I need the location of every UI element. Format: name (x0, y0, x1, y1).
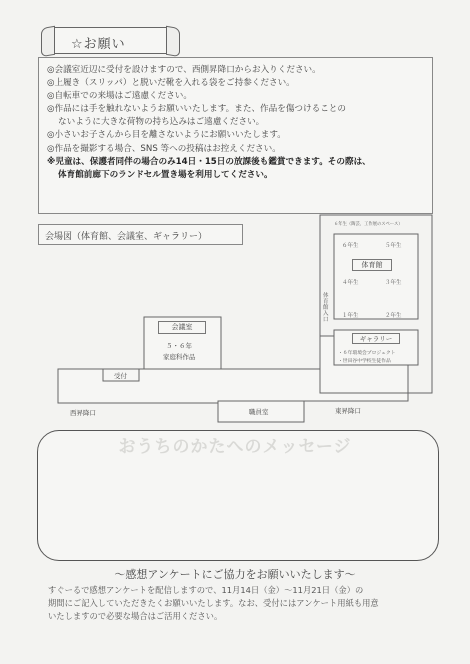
gym-grade-3: ３年生 (385, 280, 402, 286)
gym-top-note: ６年生（陶芸、工作展のスペース） (334, 222, 403, 227)
note-line: ◎会議室近辺に受付を設けますので、西側昇降口からお入りください。 (47, 65, 321, 75)
survey-body (48, 584, 440, 623)
gym-grade-2: ２年生 (385, 313, 402, 319)
survey-title: ～感想アンケートにご協力をお願いいたします～ (114, 568, 356, 581)
survey-line: すぐーるで感想アンケートを配信しますので、11月14日（金）～11月21日（金）の (48, 585, 364, 595)
header-title: ☆お願い (71, 37, 126, 52)
gym-grade-5: ５年生 (385, 243, 402, 249)
meeting-room-grade: ５・６年 (166, 342, 192, 350)
note-line-emphasis: 体育館前廊下のランドセル置き場を利用してください。 (58, 169, 273, 180)
note-line: ◎作品には手を触れないようお願いいたします。また、作品を傷つけることの (47, 104, 346, 115)
meeting-room-label: 会議室 (158, 321, 206, 334)
reception-label[interactable]: 受付 (114, 372, 127, 380)
survey-line: 期間にご記入していただきたくお願いいたします。なお、受付にはアンケート用紙も用意 (48, 598, 379, 608)
gym-grade-6: ６年生 (342, 243, 359, 249)
meeting-room-exhibit: 家庭科作品 (163, 353, 196, 361)
note-line-emphasis: ※児童は、保護者同伴の場合のみ14日・15日の放課後も鑑賞できます。その際は、 (47, 156, 371, 167)
gallery-note-2: ・世田谷中学校生徒作品 (338, 359, 391, 364)
staff-room-label: 職員室 (249, 408, 269, 416)
gym-label: 体育館 (352, 259, 392, 271)
gym-entrance-label: 体育館入口 (323, 293, 329, 323)
gallery-note-1: ・６年環境会プロジェクト (338, 351, 396, 356)
note-line: ないように大きな荷物の持ち込みはご遠慮ください。 (58, 117, 265, 128)
gallery-label: ギャラリー (352, 333, 400, 344)
map-label: 会場図（体育館、会議室、ギャラリー） (38, 224, 243, 245)
note-line: ◎小さいお子さんから目を離さないようにお願いいたします。 (47, 130, 286, 141)
note-line: ◎上履き（スリッパ）と脱いだ靴を入れる袋をご持参ください。 (47, 78, 295, 89)
east-entrance-label: 東昇降口 (335, 407, 361, 415)
west-entrance-label: 西昇降口 (70, 409, 96, 417)
note-line: ◎自転車での来場はご遠慮ください。 (47, 91, 192, 102)
survey-line: いたしますので必要な場合はご活用ください。 (48, 611, 223, 621)
gym-grade-1: １年生 (342, 313, 359, 319)
gym-grade-4: ４年生 (342, 280, 359, 286)
message-title: おうちのかたへのメッセージ (118, 437, 352, 457)
note-line: ◎作品を撮影する場合、SNS 等への投稿はお控えください。 (47, 143, 281, 154)
